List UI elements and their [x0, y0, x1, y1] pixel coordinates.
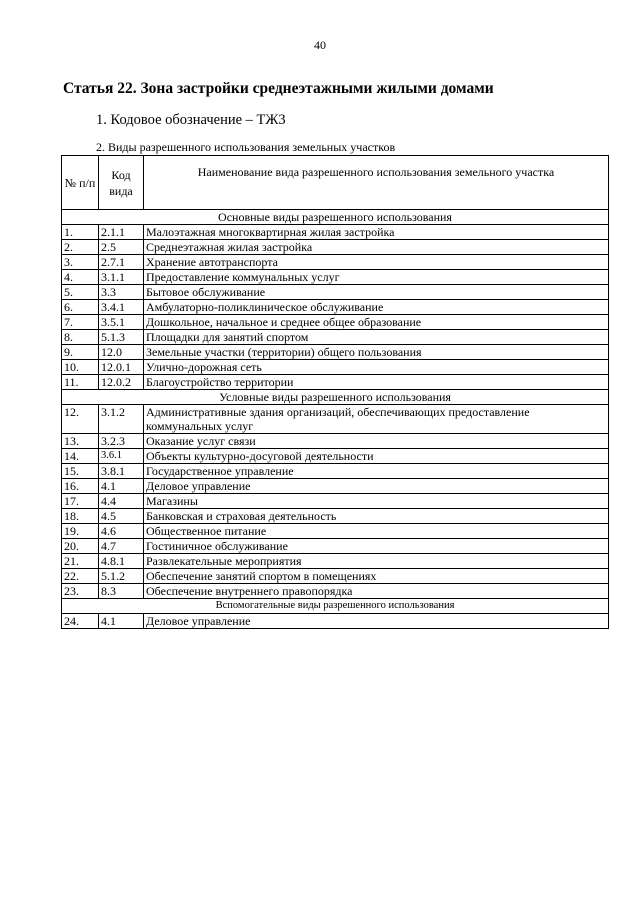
- row-name-cell: Обеспечение занятий спортом в помещениях: [144, 569, 609, 584]
- section-header-row: [62, 390, 609, 405]
- table-row: [62, 434, 609, 449]
- row-code-cell: 4.1: [99, 614, 144, 629]
- row-code-cell: 3.2.3: [99, 434, 144, 449]
- table-body: [62, 210, 609, 629]
- header-number: № п/п: [62, 156, 99, 210]
- row-number-cell: 13.: [62, 434, 99, 449]
- table-row: [62, 494, 609, 509]
- row-name-cell: Предоставление коммунальных услуг: [144, 270, 609, 285]
- section-title: Основные виды разрешенного использования: [62, 210, 609, 225]
- row-code-cell: 4.8.1: [99, 554, 144, 569]
- row-name-cell: Земельные участки (территории) общего пользования: [144, 345, 609, 360]
- table-header-row: [62, 156, 609, 210]
- row-name-cell: Малоэтажная многоквартирная жилая застройка: [144, 225, 609, 240]
- row-code-cell: 2.5: [99, 240, 144, 255]
- row-code-cell: 3.1.2: [99, 405, 144, 434]
- table-row: [62, 554, 609, 569]
- row-number-cell: 10.: [62, 360, 99, 375]
- table-row: [62, 509, 609, 524]
- types-heading: 2. Виды разрешенного использования земельных участков: [96, 140, 396, 154]
- table-row: [62, 330, 609, 345]
- row-code-cell: 5.1.3: [99, 330, 144, 345]
- row-name-cell: Площадки для занятий спортом: [144, 330, 609, 345]
- row-code-cell: 3.4.1: [99, 300, 144, 315]
- row-number-cell: 9.: [62, 345, 99, 360]
- row-number-cell: 5.: [62, 285, 99, 300]
- table-row: [62, 315, 609, 330]
- table-row: [62, 569, 609, 584]
- section-header-row: [62, 210, 609, 225]
- row-name-cell: Банковская и страховая деятельность: [144, 509, 609, 524]
- row-number-cell: 3.: [62, 255, 99, 270]
- table-row: [62, 479, 609, 494]
- row-number-cell: 23.: [62, 584, 99, 599]
- row-number-cell: 24.: [62, 614, 99, 629]
- table-row: [62, 539, 609, 554]
- row-name-cell: Магазины: [144, 494, 609, 509]
- row-name-cell: Деловое управление: [144, 614, 609, 629]
- row-code-cell: 4.1: [99, 479, 144, 494]
- header-code: Код вида: [99, 156, 144, 210]
- row-number-cell: 12.: [62, 405, 99, 434]
- table-row: [62, 360, 609, 375]
- row-code-cell: 8.3: [99, 584, 144, 599]
- row-number-cell: 1.: [62, 225, 99, 240]
- row-number-cell: 21.: [62, 554, 99, 569]
- section-header-row: [62, 599, 609, 614]
- row-code-cell: 4.7: [99, 539, 144, 554]
- table-row: [62, 240, 609, 255]
- row-name-cell: Административные здания организаций, обеспечивающих предоставление коммунальных услуг: [144, 405, 609, 434]
- row-code-cell: 3.3: [99, 285, 144, 300]
- row-code-cell: 4.4: [99, 494, 144, 509]
- row-number-cell: 4.: [62, 270, 99, 285]
- row-name-cell: Общественное питание: [144, 524, 609, 539]
- table-row: [62, 375, 609, 390]
- row-code-cell: 12.0: [99, 345, 144, 360]
- row-name-cell: Деловое управление: [144, 479, 609, 494]
- row-name-cell: Хранение автотранспорта: [144, 255, 609, 270]
- code-designation: 1. Кодовое обозначение – ТЖ3: [96, 112, 286, 128]
- row-number-cell: 19.: [62, 524, 99, 539]
- row-number-cell: 18.: [62, 509, 99, 524]
- table-row: [62, 464, 609, 479]
- table-row: [62, 449, 609, 464]
- row-name-cell: Развлекательные мероприятия: [144, 554, 609, 569]
- row-number-cell: 6.: [62, 300, 99, 315]
- row-number-cell: 14.: [62, 449, 99, 464]
- row-name-cell: Среднеэтажная жилая застройка: [144, 240, 609, 255]
- row-name-cell: Улично-дорожная сеть: [144, 360, 609, 375]
- row-code-cell: 3.5.1: [99, 315, 144, 330]
- row-code-cell: 3.1.1: [99, 270, 144, 285]
- row-code-cell: 5.1.2: [99, 569, 144, 584]
- row-number-cell: 15.: [62, 464, 99, 479]
- row-number-cell: 7.: [62, 315, 99, 330]
- table-row: [62, 255, 609, 270]
- row-name-cell: Дошкольное, начальное и среднее общее образование: [144, 315, 609, 330]
- table-row: [62, 285, 609, 300]
- row-number-cell: 16.: [62, 479, 99, 494]
- table-row: [62, 225, 609, 240]
- row-number-cell: 22.: [62, 569, 99, 584]
- row-number-cell: 8.: [62, 330, 99, 345]
- table-row: [62, 584, 609, 599]
- table-row: [62, 405, 609, 434]
- row-code-cell: 2.7.1: [99, 255, 144, 270]
- row-name-cell: Обеспечение внутреннего правопорядка: [144, 584, 609, 599]
- row-number-cell: 17.: [62, 494, 99, 509]
- article-title: Статья 22. Зона застройки среднеэтажными жилыми домами: [63, 80, 494, 97]
- row-name-cell: Гостиничное обслуживание: [144, 539, 609, 554]
- row-code-cell: 4.6: [99, 524, 144, 539]
- header-name: Наименование вида разрешенного использования земельного участка: [144, 156, 609, 210]
- row-name-cell: Государственное управление: [144, 464, 609, 479]
- row-name-cell: Бытовое обслуживание: [144, 285, 609, 300]
- table-row: [62, 614, 609, 629]
- row-code-cell: 3.8.1: [99, 464, 144, 479]
- row-code-cell: 2.1.1: [99, 225, 144, 240]
- table-row: [62, 524, 609, 539]
- row-number-cell: 2.: [62, 240, 99, 255]
- page-number: 40: [314, 38, 326, 52]
- row-number-cell: 11.: [62, 375, 99, 390]
- row-number-cell: 20.: [62, 539, 99, 554]
- row-code-cell: 12.0.1: [99, 360, 144, 375]
- row-name-cell: Благоустройство территории: [144, 375, 609, 390]
- permitted-uses-table: [61, 155, 609, 629]
- row-code-cell: 12.0.2: [99, 375, 144, 390]
- row-code-cell: 3.6.1: [99, 449, 144, 464]
- section-title: Вспомогательные виды разрешенного использования: [62, 599, 609, 614]
- row-name-cell: Оказание услуг связи: [144, 434, 609, 449]
- table-row: [62, 270, 609, 285]
- row-code-cell: 4.5: [99, 509, 144, 524]
- row-name-cell: Объекты культурно-досуговой деятельности: [144, 449, 609, 464]
- table-row: [62, 345, 609, 360]
- row-name-cell: Амбулаторно-поликлиническое обслуживание: [144, 300, 609, 315]
- table-row: [62, 300, 609, 315]
- section-title: Условные виды разрешенного использования: [62, 390, 609, 405]
